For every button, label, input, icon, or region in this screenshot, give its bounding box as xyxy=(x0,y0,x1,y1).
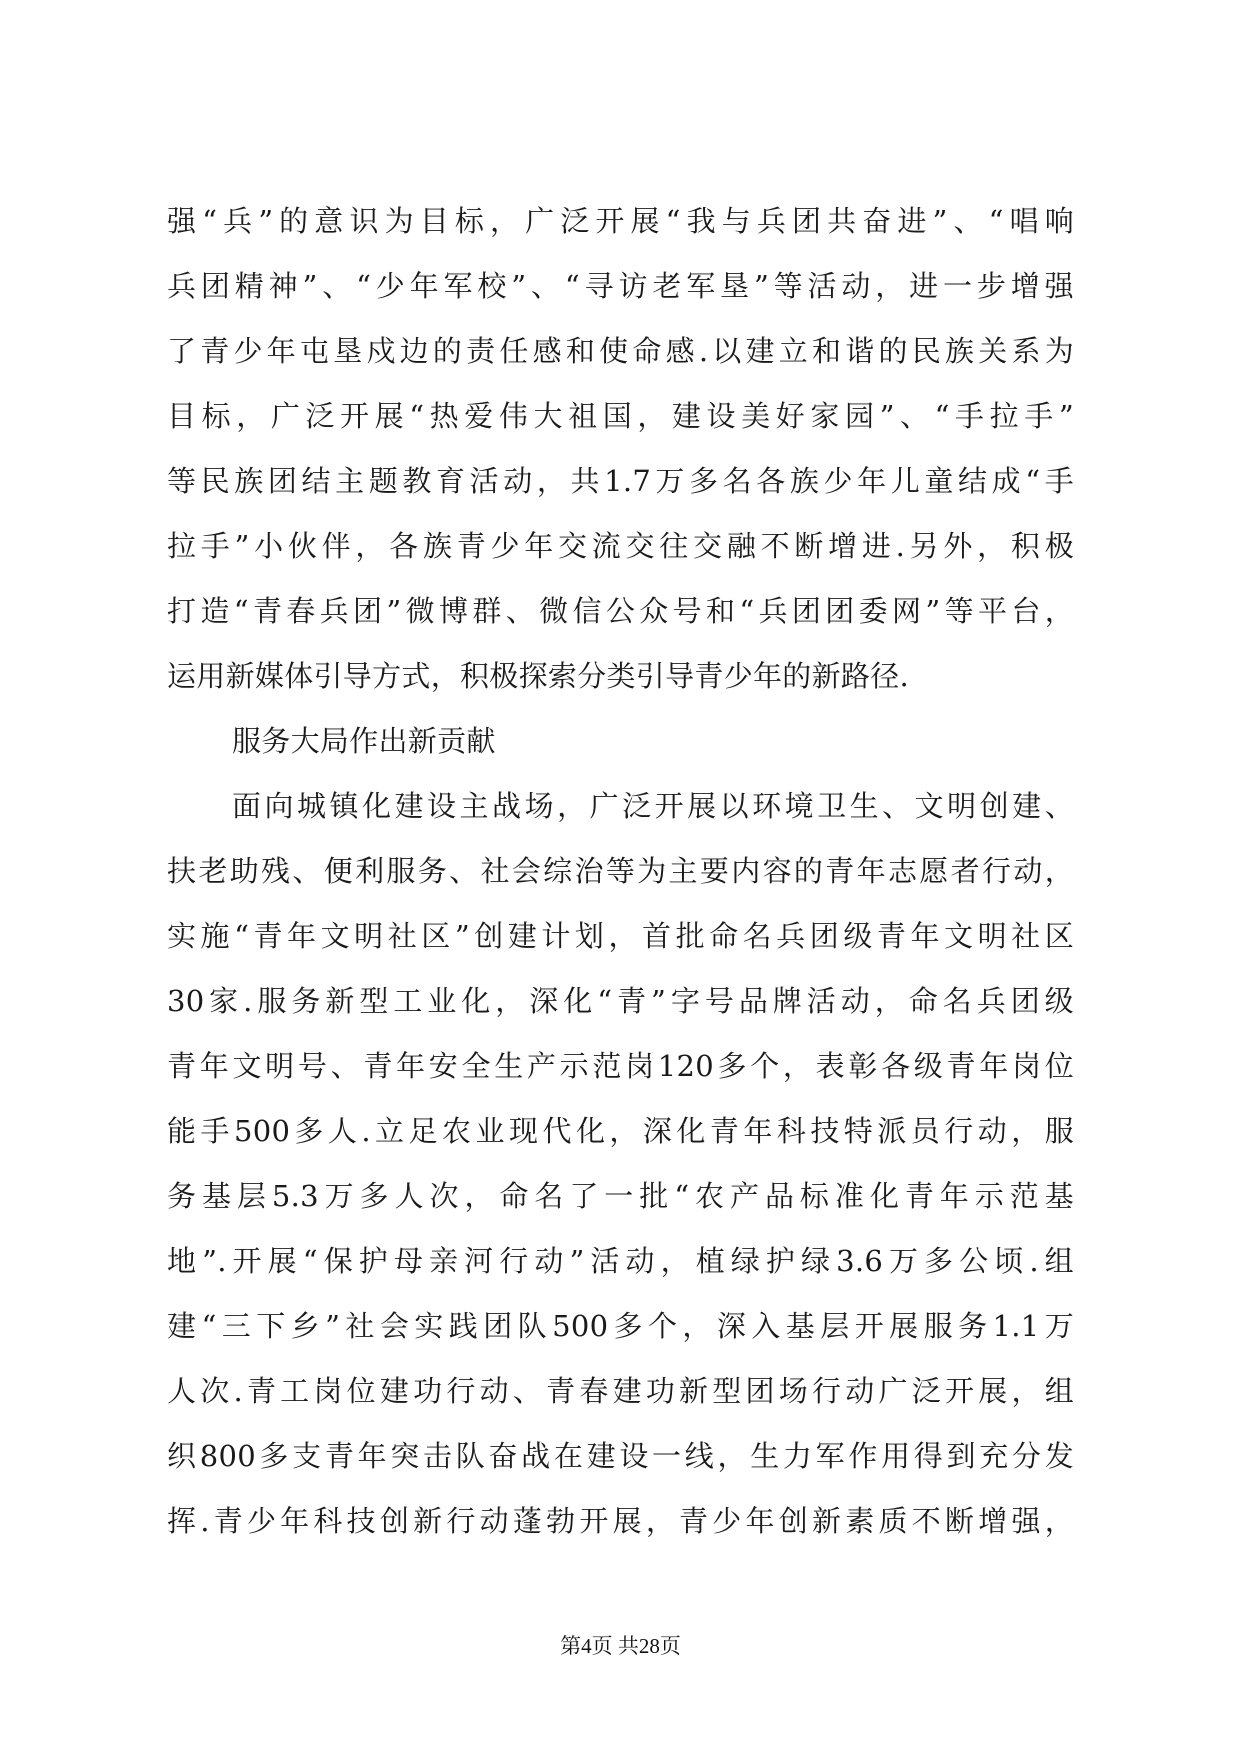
body-text-line: 强“兵”的意识为目标，广泛开展“我与兵团共奋进”、“唱响 xyxy=(167,204,1074,238)
body-text-line: 了青少年屯垦戍边的责任感和使命感.以建立和谐的民族关系为 xyxy=(167,334,1074,368)
body-text-line: 30家.服务新型工业化，深化“青”字号品牌活动，命名兵团级 xyxy=(167,984,1074,1018)
body-text-line: 运用新媒体引导方式，积极探索分类引导青少年的新路径. xyxy=(167,659,910,693)
body-text-line: 兵团精神”、“少年军校”、“寻访老军垦”等活动，进一步增强 xyxy=(167,269,1074,303)
body-text-line: 实施“青年文明社区”创建计划，首批命名兵团级青年文明社区 xyxy=(167,919,1074,953)
body-text-line: 建“三下乡”社会实践团队500多个，深入基层开展服务1.1万 xyxy=(167,1309,1074,1343)
body-text-line: 务基层5.3万多人次，命名了一批“农产品标准化青年示范基 xyxy=(167,1179,1074,1213)
body-text-line: 能手500多人.立足农业现代化，深化青年科技特派员行动，服 xyxy=(167,1114,1074,1148)
body-text-line: 等民族团结主题教育活动，共1.7万多名各族少年儿童结成“手 xyxy=(167,464,1074,498)
body-text-line: 面向城镇化建设主战场，广泛开展以环境卫生、文明创建、 xyxy=(232,789,1074,823)
body-text-line: 拉手”小伙伴，各族青少年交流交往交融不断增进.另外，积极 xyxy=(167,529,1074,563)
body-text-line: 人次.青工岗位建功行动、青春建功新型团场行动广泛开展，组 xyxy=(167,1374,1074,1408)
body-text-line: 挥.青少年科技创新行动蓬勃开展，青少年创新素质不断增强， xyxy=(167,1504,1074,1538)
body-text-line: 青年文明号、青年安全生产示范岗120多个，表彰各级青年岗位 xyxy=(167,1049,1074,1083)
section-heading: 服务大局作出新贡献 xyxy=(232,724,496,758)
body-text-line: 织800多支青年突击队奋战在建设一线，生力军作用得到充分发 xyxy=(167,1439,1074,1473)
body-text-line: 打造“青春兵团”微博群、微信公众号和“兵团团委网”等平台， xyxy=(167,594,1074,628)
body-text-line: 扶老助残、便利服务、社会综治等为主要内容的青年志愿者行动， xyxy=(167,854,1074,888)
body-text-line: 地”.开展“保护母亲河行动”活动，植绿护绿3.6万多公顷.组 xyxy=(167,1244,1074,1278)
page-number-footer: 第4页 共28页 xyxy=(560,1634,681,1658)
body-text-line: 目标，广泛开展“热爱伟大祖国，建设美好家园”、“手拉手” xyxy=(167,399,1074,433)
